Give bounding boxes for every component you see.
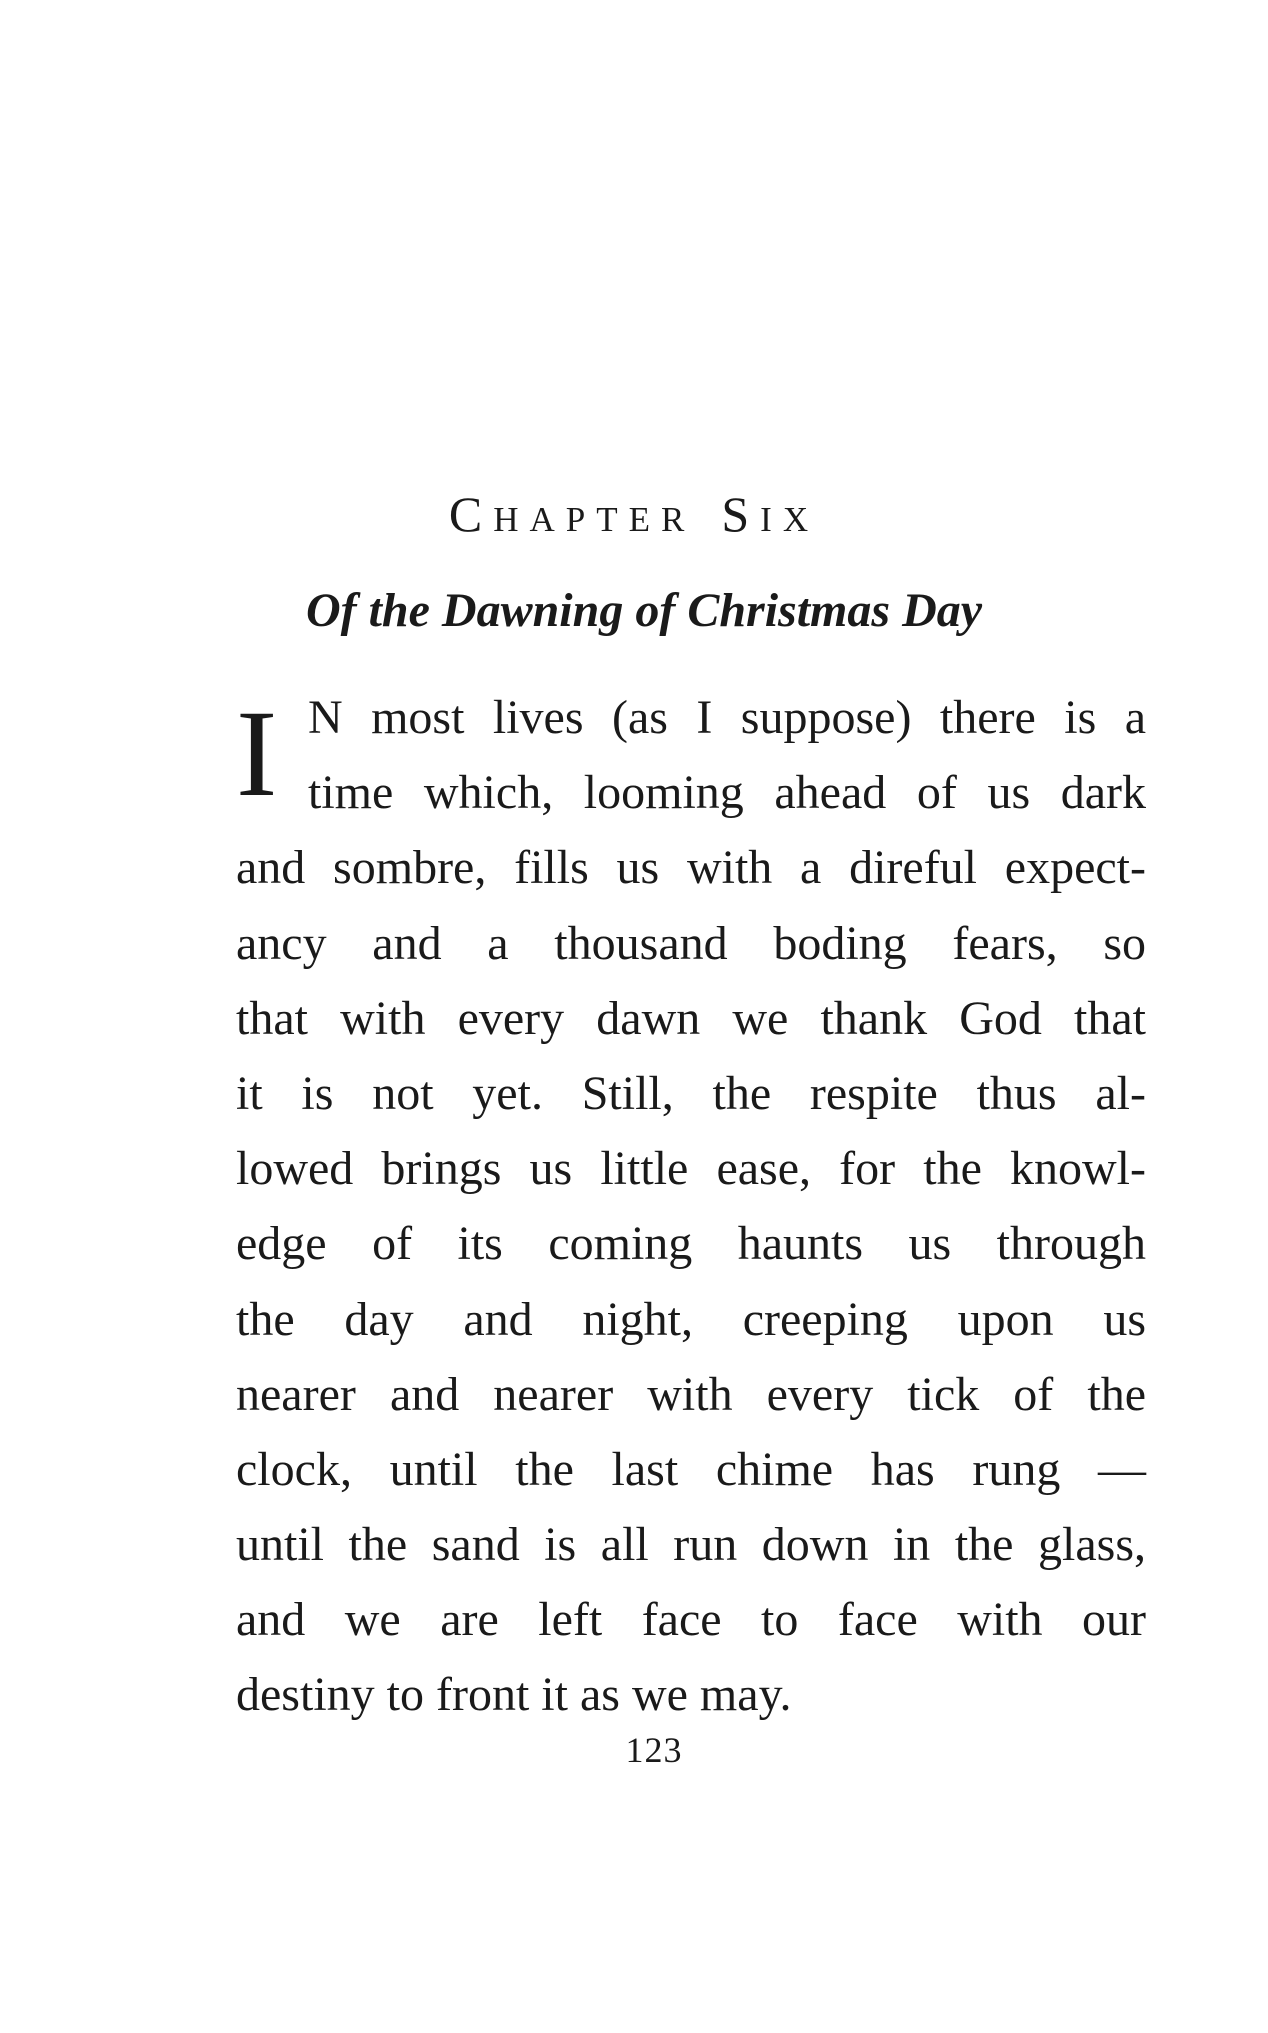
text-line: N most lives (as I suppose) there is a [308, 691, 1146, 744]
chapter-heading-initial-1: C [448, 486, 494, 542]
text-line: that with every dawn we thank God that [236, 991, 1146, 1045]
text-line: lowed brings us little ease, for the knowl- [236, 1142, 1146, 1196]
body-paragraph [236, 680, 1146, 1733]
text-line: nearer and nearer with every tick of the [236, 1367, 1146, 1421]
text-line: and we are left face to face with our [236, 1593, 1146, 1647]
chapter-heading-initial-2: S [721, 486, 761, 542]
text-line: destiny to front it as we may. [236, 1668, 792, 1722]
text-line: until the sand is all run down in the glass, [236, 1518, 1146, 1572]
text-line: it is not yet. Still, the respite thus al- [236, 1066, 1146, 1120]
chapter-heading-rest-2: IX [760, 500, 820, 539]
drop-cap: I [236, 685, 278, 822]
chapter-heading [0, 484, 1268, 550]
text-line: ancy and a thousand boding fears, so [236, 916, 1146, 970]
chapter-subtitle: Of the Dawning of Christmas Day [305, 584, 983, 637]
text-line: time which, looming ahead of us dark [308, 766, 1146, 820]
text-line: the day and night, creeping upon us [236, 1292, 1146, 1346]
chapter-heading-rest-1: HAPTER [493, 500, 696, 539]
text-line: clock, until the last chime has rung — [236, 1442, 1146, 1496]
text-line: and sombre, fills us with a direful expect- [236, 841, 1146, 895]
text-line: edge of its coming haunts us through [236, 1217, 1146, 1271]
page-number: 123 [625, 1730, 683, 1770]
